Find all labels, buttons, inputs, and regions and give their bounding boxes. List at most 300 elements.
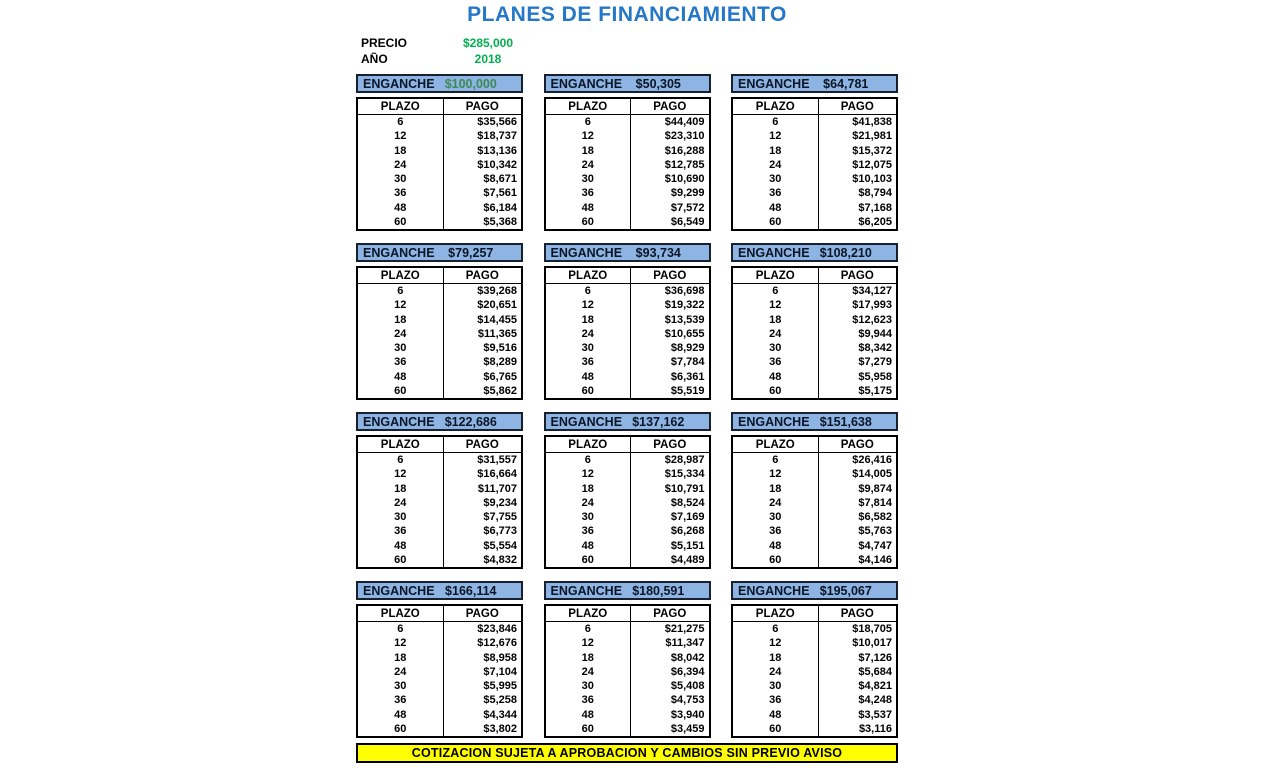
plazo-cell: 12 — [358, 467, 444, 481]
plazo-cell: 60 — [733, 384, 819, 398]
table-row — [733, 496, 896, 510]
plazo-cell: 6 — [733, 622, 819, 636]
plazo-cell: 30 — [733, 510, 819, 524]
table-row — [546, 370, 709, 384]
plazo-cell: 12 — [358, 298, 444, 312]
table-row — [733, 693, 896, 707]
plazo-cell: 6 — [358, 453, 444, 467]
table-row — [733, 284, 896, 298]
enganche-label: ENGANCHE — [363, 583, 435, 598]
table-row — [733, 679, 896, 693]
pago-cell: $9,874 — [858, 482, 892, 495]
plan-card — [544, 243, 711, 400]
pago-cell: $5,958 — [858, 370, 892, 383]
pago-cell: $5,151 — [670, 539, 705, 552]
pago-cell: $6,582 — [858, 511, 892, 524]
table-row — [733, 370, 896, 384]
plazo-cell: 24 — [546, 665, 632, 679]
plazo-cell: 12 — [733, 129, 819, 143]
pago-cell: $4,832 — [483, 553, 517, 566]
plazo-column-header: PLAZO — [358, 437, 444, 452]
plazo-cell: 18 — [546, 651, 632, 665]
anio-value: 2018 — [474, 52, 502, 66]
pago-cell: $7,814 — [858, 496, 892, 509]
table-row — [733, 186, 896, 200]
pago-cell: $14,005 — [852, 468, 892, 481]
plazo-cell: 36 — [358, 355, 444, 369]
footer-text: COTIZACION SUJETA A APROBACION Y CAMBIOS SIN PREVIO AVISO — [411, 746, 843, 760]
pago-column-header: PAGO — [653, 269, 687, 282]
pago-cell: $11,347 — [665, 637, 705, 650]
plazo-column-header: PLAZO — [733, 268, 819, 283]
plazo-cell: 36 — [358, 693, 444, 707]
plazo-cell: 30 — [546, 679, 632, 693]
table-row — [546, 186, 709, 200]
table-row — [546, 553, 709, 567]
table-row — [358, 144, 521, 158]
table-row — [358, 355, 521, 369]
precio-label: PRECIO — [361, 36, 408, 50]
plazo-column-header: PLAZO — [733, 437, 819, 452]
enganche-header — [731, 74, 898, 93]
pago-cell: $4,344 — [483, 708, 517, 721]
plan-table-header — [733, 437, 896, 453]
table-row — [358, 384, 521, 398]
table-row — [733, 636, 896, 650]
plan-table-header — [358, 437, 521, 453]
enganche-header — [356, 74, 523, 93]
plazo-cell: 24 — [546, 496, 632, 510]
pago-cell: $3,116 — [858, 722, 892, 735]
enganche-header — [731, 581, 898, 600]
enganche-label: ENGANCHE — [738, 414, 810, 429]
pago-cell: $5,368 — [483, 215, 517, 228]
pago-cell: $21,981 — [852, 130, 892, 143]
plan-table — [731, 435, 898, 569]
table-row — [733, 553, 896, 567]
pago-cell: $7,104 — [483, 665, 517, 678]
pago-column-header: PAGO — [465, 100, 499, 113]
pago-cell: $21,275 — [664, 623, 705, 636]
table-row — [358, 636, 521, 650]
plan-table-header — [733, 606, 896, 622]
pago-cell: $7,126 — [858, 651, 892, 664]
plan-table-header — [546, 606, 709, 622]
table-row — [358, 129, 521, 143]
plazo-cell: 60 — [546, 722, 632, 736]
plan-card — [544, 412, 711, 569]
pago-cell: $15,334 — [664, 468, 705, 481]
table-row — [733, 510, 896, 524]
pago-cell: $12,676 — [477, 637, 517, 650]
enganche-value: $100,000 — [444, 76, 497, 91]
table-row — [358, 186, 521, 200]
table-row — [358, 622, 521, 636]
enganche-header — [544, 74, 711, 93]
table-row — [546, 341, 709, 355]
plan-table-body — [358, 622, 521, 736]
plazo-cell: 12 — [546, 467, 632, 481]
pago-cell: $3,802 — [483, 722, 517, 735]
enganche-label: ENGANCHE — [550, 583, 623, 598]
table-row — [733, 129, 896, 143]
enganche-label: ENGANCHE — [363, 76, 435, 91]
pago-cell: $15,372 — [852, 144, 892, 157]
plan-table — [544, 97, 711, 231]
table-row — [733, 313, 896, 327]
plazo-cell: 30 — [358, 172, 444, 186]
plazo-column-header: PLAZO — [358, 99, 444, 114]
pago-cell: $16,664 — [477, 468, 517, 481]
enganche-header — [544, 412, 711, 431]
table-row — [546, 636, 709, 650]
plazo-cell: 18 — [733, 144, 819, 158]
table-row — [733, 622, 896, 636]
enganche-value: $166,114 — [445, 583, 497, 598]
pago-cell: $5,995 — [483, 680, 517, 693]
table-row — [358, 482, 521, 496]
plazo-cell: 36 — [733, 186, 819, 200]
table-row — [733, 327, 896, 341]
plazo-cell: 24 — [546, 158, 632, 172]
plazo-cell: 12 — [546, 129, 632, 143]
pago-cell: $34,127 — [852, 285, 892, 298]
plazo-cell: 18 — [358, 144, 444, 158]
pago-cell: $19,322 — [664, 299, 705, 312]
table-row — [358, 341, 521, 355]
enganche-value: $122,686 — [444, 414, 497, 429]
enganche-value: $195,067 — [819, 583, 872, 598]
plazo-column-header: PLAZO — [733, 606, 819, 621]
enganche-label: ENGANCHE — [363, 414, 435, 429]
pago-column-header: PAGO — [653, 438, 687, 451]
plan-table-body — [358, 284, 521, 398]
table-row — [358, 708, 521, 722]
pago-cell: $8,289 — [483, 356, 517, 369]
table-row — [546, 510, 709, 524]
pago-cell: $3,940 — [670, 708, 705, 721]
plazo-cell: 24 — [358, 327, 444, 341]
table-row — [546, 298, 709, 312]
plazo-cell: 24 — [733, 496, 819, 510]
plan-table — [356, 435, 523, 569]
enganche-header — [731, 243, 898, 262]
table-row — [733, 651, 896, 665]
enganche-label: ENGANCHE — [550, 76, 623, 91]
pago-column-header: PAGO — [653, 607, 687, 620]
table-row — [546, 467, 709, 481]
table-row — [733, 172, 896, 186]
pago-cell: $5,519 — [670, 384, 705, 397]
pago-cell: $10,103 — [852, 173, 892, 186]
table-row — [358, 510, 521, 524]
plan-table — [544, 604, 711, 738]
plazo-cell: 6 — [733, 284, 819, 298]
table-row — [733, 144, 896, 158]
table-row — [546, 722, 709, 736]
table-row — [546, 172, 709, 186]
enganche-value: $50,305 — [635, 76, 681, 91]
enganche-value: $79,257 — [448, 245, 494, 260]
plazo-cell: 30 — [358, 679, 444, 693]
pago-cell: $7,572 — [670, 201, 705, 214]
plazo-cell: 12 — [546, 298, 632, 312]
table-row — [358, 553, 521, 567]
pago-cell: $4,146 — [858, 553, 892, 566]
table-row — [358, 679, 521, 693]
pago-cell: $8,958 — [483, 651, 517, 664]
table-row — [546, 158, 709, 172]
plan-card — [731, 581, 898, 738]
table-row — [358, 327, 521, 341]
plan-table-header — [358, 268, 521, 284]
pago-cell: $4,248 — [858, 694, 892, 707]
table-row — [546, 313, 709, 327]
table-row — [546, 539, 709, 553]
plazo-column-header: PLAZO — [733, 99, 819, 114]
pago-cell: $10,655 — [664, 327, 705, 340]
table-row — [733, 467, 896, 481]
footer-banner — [356, 743, 898, 763]
pago-cell: $5,408 — [670, 680, 705, 693]
table-row — [546, 679, 709, 693]
plazo-cell: 48 — [733, 708, 819, 722]
plazo-column-header: PLAZO — [546, 268, 632, 283]
pago-cell: $7,168 — [858, 201, 892, 214]
pago-cell: $26,416 — [852, 454, 892, 467]
table-row — [358, 172, 521, 186]
plan-table-body — [546, 284, 709, 398]
plazo-cell: 48 — [546, 370, 632, 384]
pago-cell: $13,136 — [477, 144, 517, 157]
plan-card — [731, 243, 898, 400]
plan-table-header — [733, 99, 896, 115]
pago-column-header: PAGO — [465, 438, 499, 451]
enganche-label: ENGANCHE — [550, 414, 623, 429]
pago-cell: $4,821 — [858, 680, 892, 693]
table-row — [546, 355, 709, 369]
table-row — [546, 144, 709, 158]
plazo-cell: 24 — [546, 327, 632, 341]
plazo-cell: 6 — [733, 453, 819, 467]
plazo-cell: 12 — [733, 636, 819, 650]
plazo-cell: 30 — [358, 341, 444, 355]
table-row — [358, 496, 521, 510]
table-row — [358, 453, 521, 467]
pago-cell: $6,268 — [670, 525, 705, 538]
plazo-cell: 48 — [358, 708, 444, 722]
table-row — [546, 665, 709, 679]
pago-cell: $13,539 — [664, 313, 705, 326]
pago-cell: $7,279 — [858, 356, 892, 369]
plazo-cell: 18 — [358, 482, 444, 496]
plan-table-body — [733, 453, 896, 567]
pago-cell: $41,838 — [852, 116, 892, 129]
plazo-cell: 24 — [733, 158, 819, 172]
table-row — [358, 665, 521, 679]
plan-card — [356, 581, 523, 738]
table-row — [733, 298, 896, 312]
enganche-label: ENGANCHE — [738, 245, 810, 260]
table-row — [546, 215, 709, 229]
pago-cell: $3,459 — [670, 722, 705, 735]
pago-column-header: PAGO — [840, 269, 874, 282]
table-row — [546, 651, 709, 665]
enganche-label: ENGANCHE — [738, 583, 810, 598]
plazo-cell: 60 — [546, 553, 632, 567]
pago-cell: $5,554 — [483, 539, 517, 552]
table-row — [546, 693, 709, 707]
plazo-cell: 30 — [733, 679, 819, 693]
table-row — [358, 201, 521, 215]
plan-table-body — [733, 622, 896, 736]
pago-cell: $36,698 — [664, 285, 705, 298]
plazo-cell: 12 — [358, 129, 444, 143]
pago-cell: $44,409 — [664, 116, 705, 129]
pago-cell: $6,184 — [483, 201, 517, 214]
table-row — [546, 115, 709, 129]
plan-card — [356, 74, 523, 231]
table-row — [546, 453, 709, 467]
table-row — [733, 158, 896, 172]
enganche-value: $137,162 — [632, 414, 685, 429]
table-row — [358, 693, 521, 707]
enganche-label: ENGANCHE — [363, 245, 435, 260]
plazo-cell: 6 — [546, 284, 632, 298]
plazo-cell: 60 — [546, 215, 632, 229]
plan-table-body — [546, 622, 709, 736]
table-row — [733, 355, 896, 369]
plazo-cell: 36 — [358, 524, 444, 538]
pago-cell: $23,846 — [477, 623, 517, 636]
plazo-cell: 60 — [358, 722, 444, 736]
anio-row — [356, 51, 898, 67]
plan-table — [356, 97, 523, 231]
table-row — [733, 524, 896, 538]
plazo-cell: 60 — [358, 553, 444, 567]
pago-column-header: PAGO — [840, 438, 874, 451]
pago-cell: $9,234 — [483, 496, 517, 509]
price-info-block — [356, 35, 898, 67]
plan-card — [544, 74, 711, 231]
plazo-cell: 6 — [546, 453, 632, 467]
plazo-column-header: PLAZO — [546, 437, 632, 452]
plazo-cell: 36 — [546, 186, 632, 200]
plazo-cell: 60 — [358, 215, 444, 229]
enganche-header — [356, 243, 523, 262]
table-row — [358, 215, 521, 229]
page-title: PLANES DE FINANCIAMIENTO — [467, 3, 787, 26]
plazo-cell: 30 — [546, 510, 632, 524]
pago-cell: $5,862 — [483, 384, 517, 397]
pago-cell: $23,310 — [664, 130, 705, 143]
anio-label: AÑO — [361, 52, 388, 66]
plazo-cell: 48 — [546, 708, 632, 722]
plan-card — [356, 243, 523, 400]
enganche-value: $64,781 — [823, 76, 869, 91]
plazo-cell: 48 — [546, 539, 632, 553]
table-row — [733, 453, 896, 467]
pago-cell: $12,623 — [852, 313, 892, 326]
table-row — [358, 539, 521, 553]
plazo-cell: 18 — [358, 651, 444, 665]
plazo-column-header: PLAZO — [546, 99, 632, 114]
pago-cell: $6,773 — [483, 525, 517, 538]
plan-card — [356, 412, 523, 569]
plazo-cell: 6 — [358, 284, 444, 298]
plan-card — [731, 412, 898, 569]
table-row — [358, 722, 521, 736]
pago-cell: $11,365 — [477, 327, 517, 340]
pago-cell: $6,394 — [670, 665, 705, 678]
enganche-value: $93,734 — [635, 245, 681, 260]
plazo-cell: 12 — [546, 636, 632, 650]
pago-cell: $35,566 — [477, 116, 517, 129]
pago-cell: $8,671 — [483, 173, 517, 186]
table-row — [358, 284, 521, 298]
plazo-cell: 6 — [358, 115, 444, 129]
enganche-header — [356, 412, 523, 431]
financing-sheet — [356, 0, 898, 768]
enganche-value: $108,210 — [819, 245, 872, 260]
plazo-cell: 48 — [358, 201, 444, 215]
table-row — [733, 539, 896, 553]
pago-cell: $39,268 — [477, 285, 517, 298]
table-row — [358, 313, 521, 327]
plazo-cell: 6 — [733, 115, 819, 129]
table-row — [358, 115, 521, 129]
plazo-cell: 36 — [733, 693, 819, 707]
pago-cell: $7,755 — [483, 511, 517, 524]
enganche-header — [731, 412, 898, 431]
pago-cell: $5,684 — [858, 665, 892, 678]
plazo-cell: 18 — [733, 482, 819, 496]
table-row — [546, 524, 709, 538]
pago-cell: $8,042 — [670, 651, 705, 664]
plan-table-header — [733, 268, 896, 284]
plazo-cell: 60 — [733, 553, 819, 567]
plan-table-header — [358, 99, 521, 115]
table-row — [546, 327, 709, 341]
pago-cell: $12,075 — [852, 158, 892, 171]
pago-cell: $10,791 — [664, 482, 705, 495]
table-row — [546, 384, 709, 398]
plan-table — [731, 266, 898, 400]
pago-cell: $7,561 — [483, 187, 517, 200]
plazo-cell: 36 — [546, 355, 632, 369]
plazo-column-header: PLAZO — [358, 606, 444, 621]
table-row — [733, 384, 896, 398]
enganche-value: $151,638 — [819, 414, 872, 429]
plazo-cell: 60 — [733, 215, 819, 229]
plan-table — [544, 266, 711, 400]
table-row — [358, 467, 521, 481]
pago-cell: $6,361 — [670, 370, 705, 383]
plazo-cell: 30 — [546, 341, 632, 355]
table-row — [358, 524, 521, 538]
table-row — [358, 298, 521, 312]
table-row — [546, 622, 709, 636]
plazo-cell: 24 — [733, 327, 819, 341]
table-row — [546, 496, 709, 510]
table-row — [733, 708, 896, 722]
plazo-cell: 18 — [733, 651, 819, 665]
pago-cell: $5,763 — [858, 525, 892, 538]
plan-table-body — [733, 115, 896, 229]
pago-cell: $10,690 — [664, 173, 705, 186]
plan-table-body — [358, 453, 521, 567]
plazo-cell: 36 — [546, 693, 632, 707]
